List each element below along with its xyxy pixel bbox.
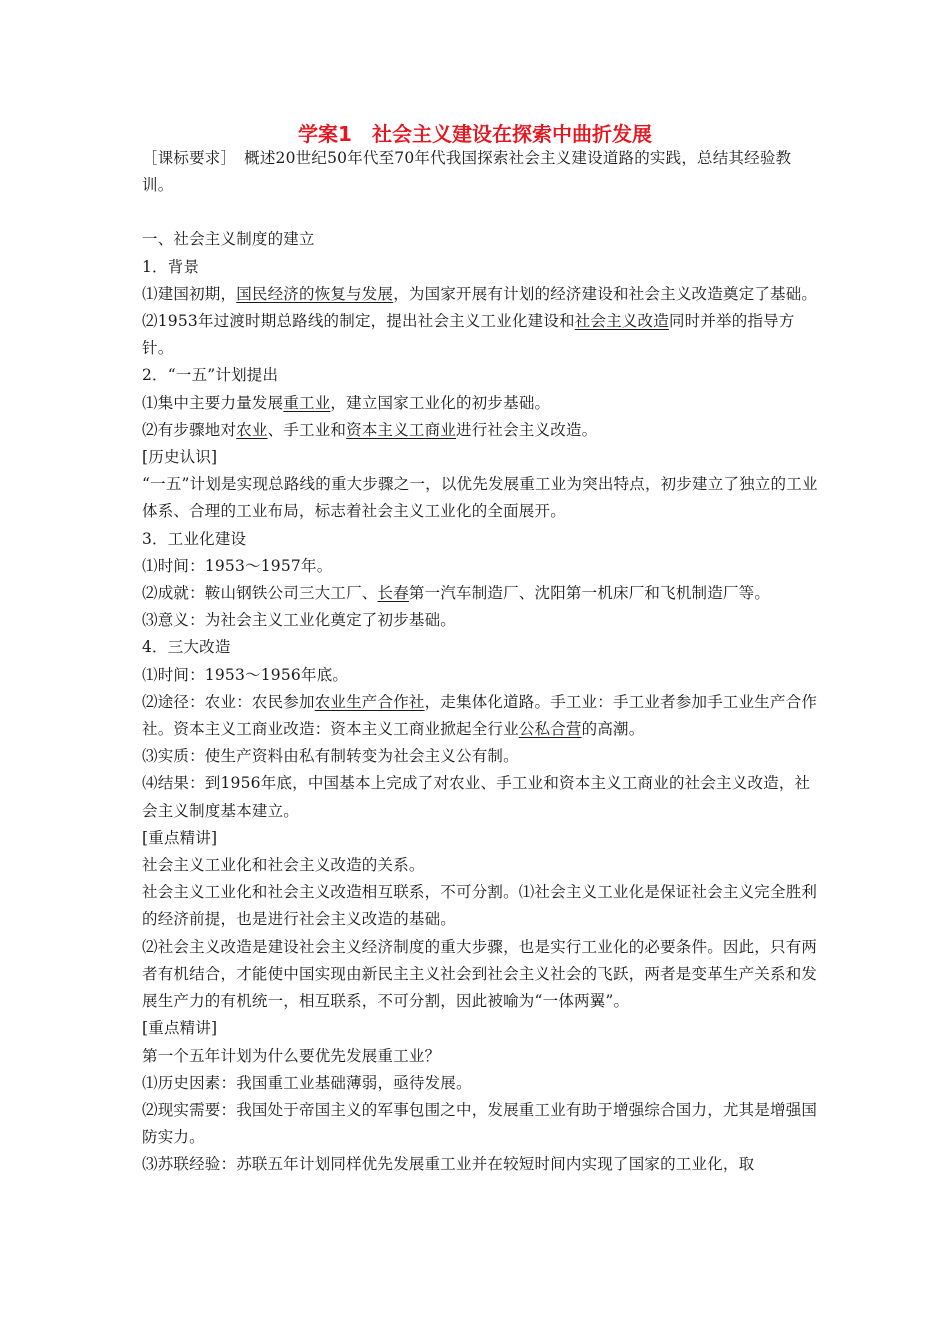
page-title: 学案1 社会主义建设在探索中曲折发展: [298, 122, 652, 146]
paragraph: [142, 417, 818, 444]
paragraph: ⑶意义：为社会主义工业化奠定了初步基础。: [142, 611, 457, 630]
text: ⑴集中主要力量发展: [142, 393, 284, 412]
subsection-heading: 2．“一五”计划提出: [142, 366, 279, 385]
underlined-term: 国民经济的恢复与发展: [236, 284, 394, 303]
paragraph: 社会主义工业化和社会主义改造相互联系，不可分割。⑴社会主义工业化是保证社会主义完全胜利的经济前提，也是进行社会主义改造的基础。: [142, 883, 818, 929]
section-heading: 一、社会主义制度的建立: [142, 230, 315, 249]
underlined-term: 资本主义工商业: [346, 420, 457, 439]
text: ⑵1953年过渡时期总路线的制定，提出社会主义工业化建设和: [142, 312, 575, 331]
text: 、手工业和: [267, 420, 347, 439]
subsection-heading: 1．背景: [142, 257, 200, 276]
history-insight-label: [历史认识]: [142, 448, 218, 467]
text: ⑵有步骤地对: [142, 420, 237, 439]
paragraph: 第一个五年计划为什么要优先发展重工业？: [142, 1046, 441, 1065]
requirement-label: ［课标要求］: [142, 149, 229, 167]
paragraph: [142, 689, 818, 743]
underlined-term: 重工业: [283, 393, 331, 412]
focus-label: [重点精讲]: [142, 1019, 218, 1038]
paragraph: [142, 580, 818, 607]
paragraph: ⑴时间：1953～1956年底。: [142, 665, 349, 684]
underlined-term: 农业生产合作社: [314, 692, 425, 711]
paragraph: ⑵社会主义改造是建设社会主义经济制度的重大步骤，也是实行工业化的必要条件。因此，只有两者有机结合，才能使中国实现由新民主主义社会到社会主义社会的飞跃，两者是变革生产关系和发展生产力的有机统一，相互联系，不可分割，因此被喻为“一体两翼”。: [142, 937, 818, 1011]
paragraph: ⑶实质：使生产资料由私有制转变为社会主义公有制。: [142, 747, 519, 766]
paragraph: [142, 281, 818, 308]
spacer: [142, 199, 818, 226]
text: ⑵途径：农业：农民参加: [142, 692, 315, 711]
subsection-heading: 3．工业化建设: [142, 529, 247, 548]
paragraph: ⑷结果：到1956年底，中国基本上完成了对农业、手工业和资本主义工商业的社会主义改造，社会主义制度基本建立。: [142, 774, 811, 820]
underlined-term: 公私合营: [518, 720, 582, 739]
paragraph: ⑵现实需要：我国处于帝国主义的军事包围之中，发展重工业有助于增强综合国力，尤其是增强国防实力。: [142, 1100, 818, 1147]
paragraph: [142, 308, 818, 362]
paragraph: “一五”计划是实现总路线的重大步骤之一，以优先发展重工业为突出特点，初步建立了独立的工业体系、合理的工业布局，标志着社会主义工业化的全面展开。: [142, 475, 818, 521]
subsection-heading: 4．三大改造: [142, 638, 231, 657]
text: ，走集体化道路。手工业：手工业者参加手工业生产合作社。资本主义工商业改造：资本主义工商业掀起全行业: [142, 692, 818, 739]
underlined-term: 农业: [236, 420, 268, 439]
paragraph: ⑴历史因素：我国重工业基础薄弱，亟待发展。: [142, 1073, 472, 1092]
text: ⑵成就：鞍山钢铁公司三大工厂、: [142, 584, 378, 603]
paragraph: [142, 390, 818, 417]
text: ⑴建国初期，: [142, 284, 237, 303]
text: 第一汽车制造厂、沈阳第一机床厂和飞机制造厂等。: [408, 584, 771, 603]
text: ，建立国家工业化的初步基础。: [330, 393, 551, 412]
focus-label: [重点精讲]: [142, 828, 218, 847]
requirement-text: 概述20世纪50年代至70年代我国探索社会主义建设道路的实践，总结其经验教训。: [142, 149, 792, 195]
underlined-term: 长春: [377, 584, 409, 603]
text: 进行社会主义改造。: [456, 420, 598, 439]
text: 同时并举的指导方针。: [142, 312, 795, 358]
paragraph: ⑶苏联经验：苏联五年计划同样优先发展重工业并在较短时间内实现了国家的工业化，取: [142, 1155, 755, 1174]
curriculum-requirement: [142, 145, 818, 199]
text: ，为国家开展有计划的经济建设和社会主义改造奠定了基础。: [393, 284, 818, 303]
paragraph: 社会主义工业化和社会主义改造的关系。: [142, 856, 425, 875]
underlined-term: 社会主义改造: [574, 312, 669, 331]
text: 的高潮。: [581, 720, 645, 739]
document-body: [142, 145, 818, 1179]
paragraph: ⑴时间：1953～1957年。: [142, 556, 333, 575]
